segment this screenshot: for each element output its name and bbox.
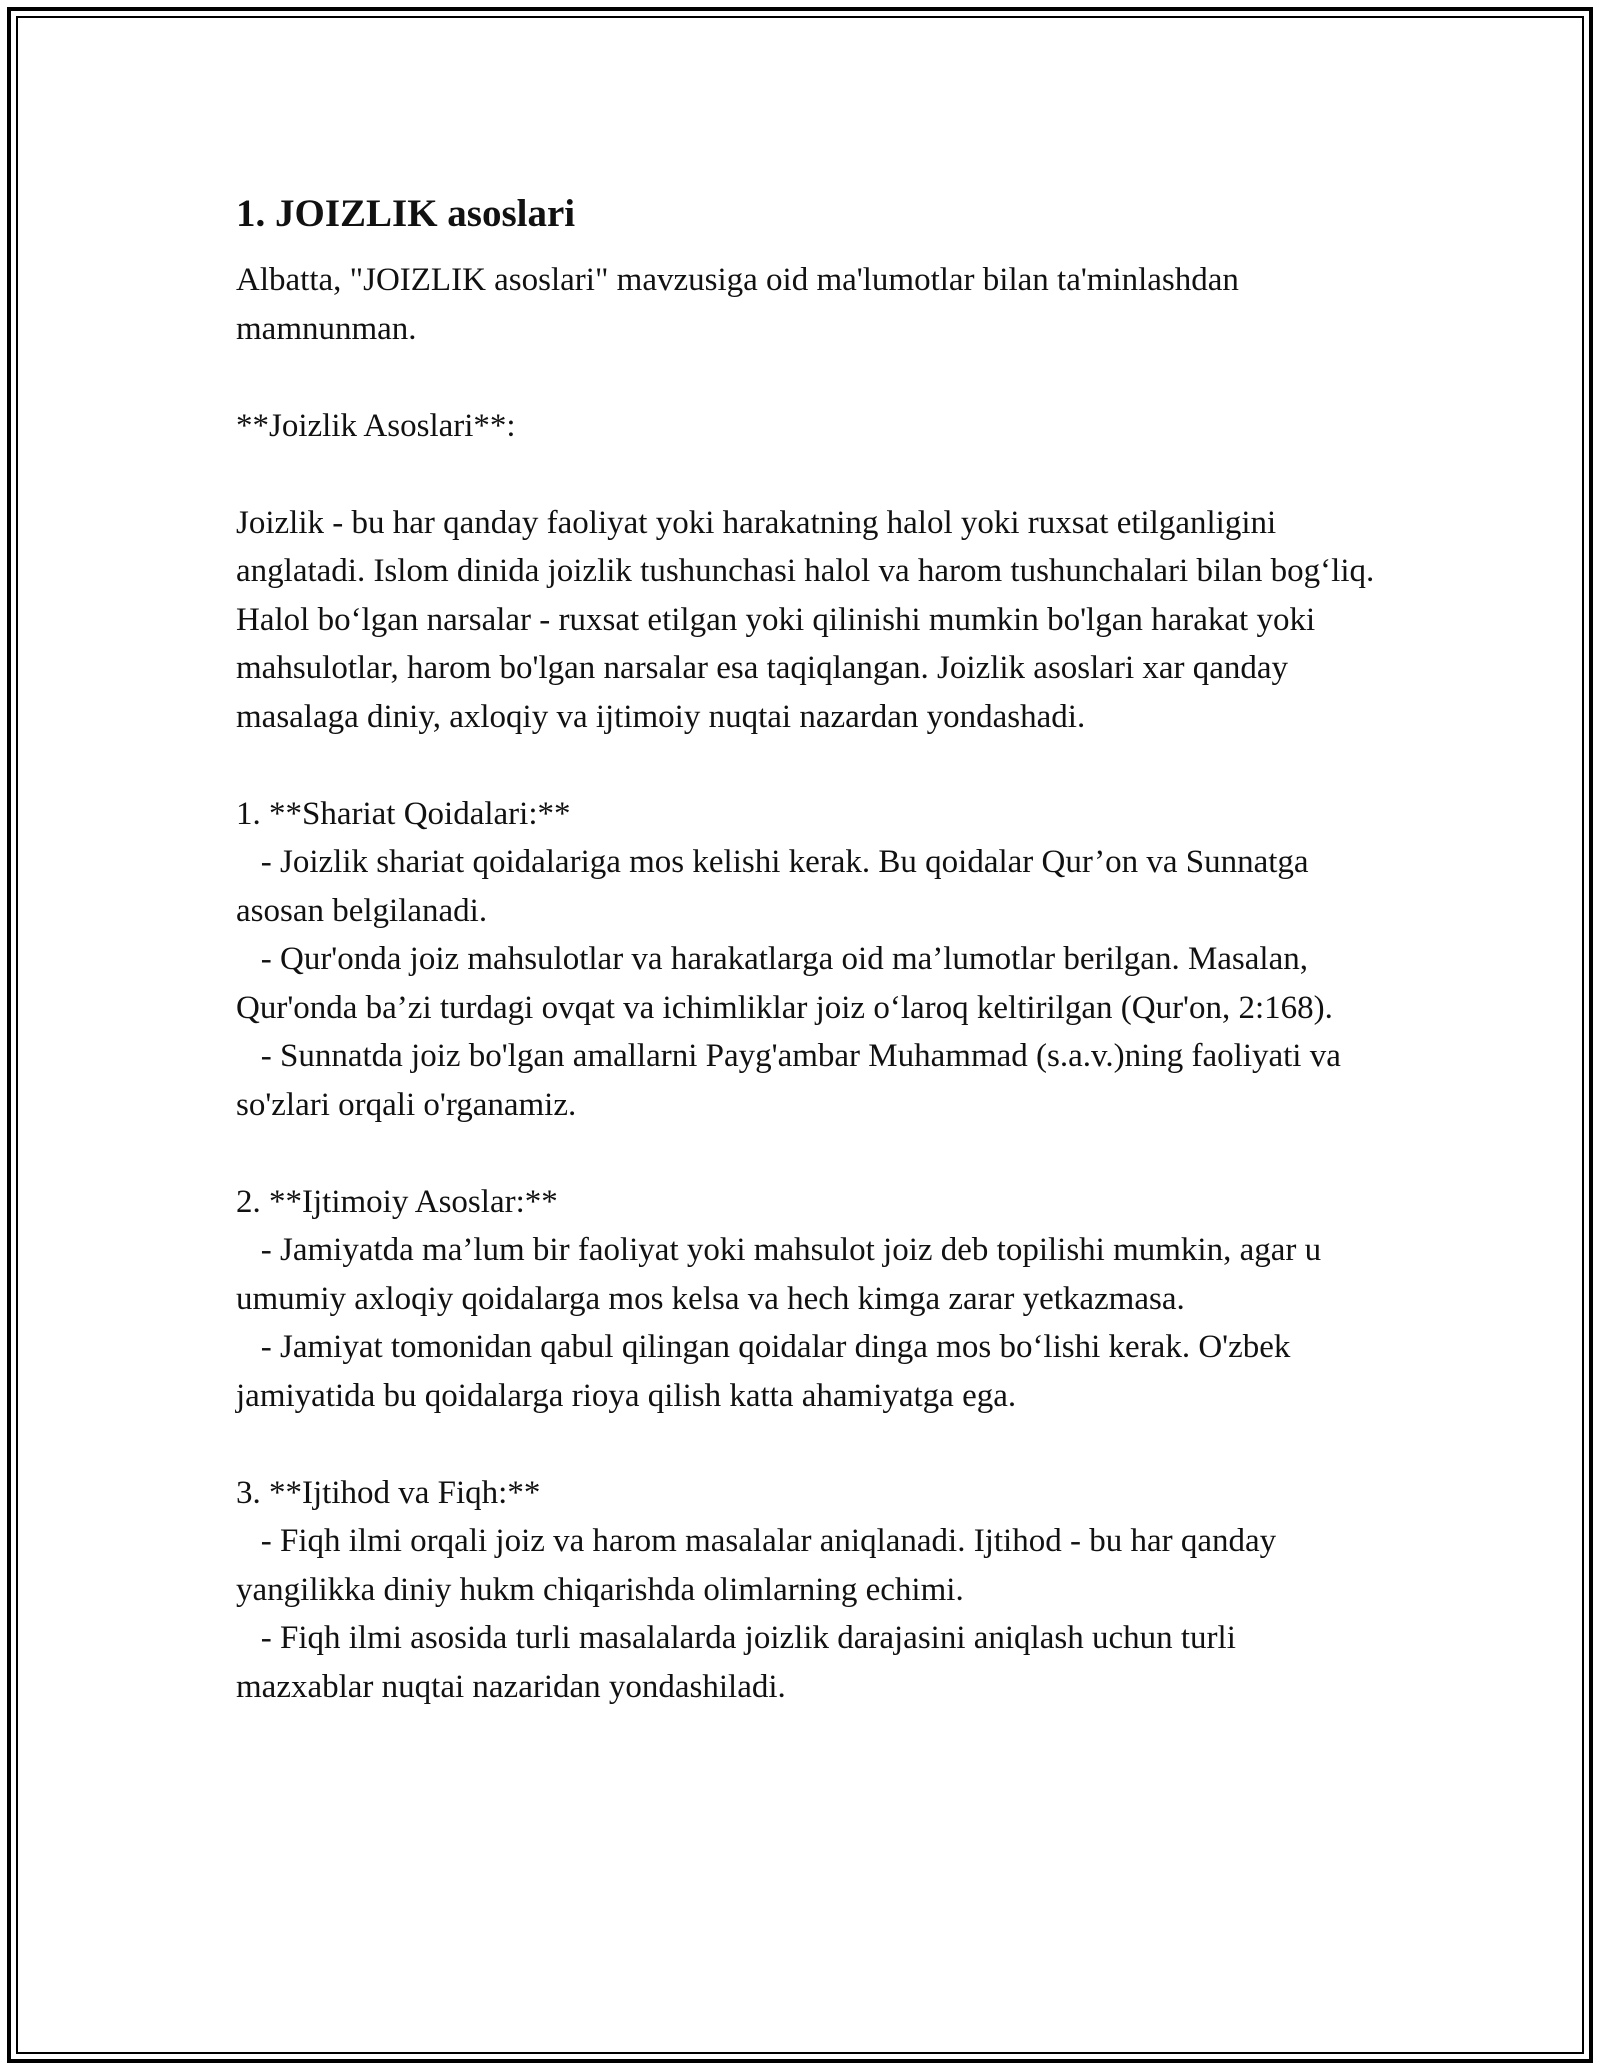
spacer: [236, 741, 1376, 790]
list-item: - Sunnatda joiz bo'lgan amallarni Payg'ambar Muhammad (s.a.v.)ning faoliyati va so'zlari orqali o'rganamiz.: [236, 1038, 1350, 1123]
subtitle: **Joizlik Asoslari**:: [236, 407, 516, 444]
spacer: [236, 450, 1376, 499]
section-ijtihod: [236, 1469, 1376, 1712]
spacer: [236, 1420, 1376, 1469]
intro-paragraph: Albatta, "JOIZLIK asoslari" mavzusiga oid ma'lumotlar bilan ta'minlashdan mamnunman.: [236, 262, 1248, 347]
document-title: 1. JOIZLIK asoslari: [236, 192, 576, 235]
spacer: [236, 353, 1376, 402]
definition-paragraph: Joizlik - bu har qanday faoliyat yoki harakatning halol yoki ruxsat etilganligini anglatadi. Islom dinida joizlik tushunchasi halol va harom tushunchalari bilan bog‘liq. Halol bo‘lgan narsalar - ruxsat etilgan yoki qilinishi mumkin bo'lgan harakat yoki mahsulotlar, harom bo'lgan narsalar esa taqiqlangan. Joizlik asoslari xar qanday masalaga diniy, axloqiy va ijtimoiy nuqtai nazardan yondashadi.: [236, 504, 1383, 735]
list-item: - Fiqh ilmi orqali joiz va harom masalalar aniqlanadi. Ijtihod - bu har qanday yangilikka diniy hukm chiqarishda olimlarning echimi.: [236, 1523, 1285, 1608]
list-item: - Joizlik shariat qoidalariga mos kelishi kerak. Bu qoidalar Qur’on va Sunnatga asosan belgilanadi.: [236, 844, 1317, 929]
list-item: - Jamiyat tomonidan qabul qilingan qoidalar dinga mos bo‘lishi kerak. O'zbek jamiyatida bu qoidalarga rioya qilish katta ahamiyatga ega.: [236, 1329, 1299, 1414]
list-item: - Fiqh ilmi asosida turli masalalarda joizlik darajasini aniqlash uchun turli mazxablar nuqtai nazaridan yondashiladi.: [236, 1620, 1245, 1705]
spacer: [236, 1129, 1376, 1178]
section-heading: 1. **Shariat Qoidalari:**: [236, 795, 571, 832]
section-shariat: [236, 790, 1376, 1130]
list-item: - Jamiyatda ma’lum bir faoliyat yoki mahsulot joiz deb topilishi mumkin, agar u umumiy axloqiy qoidalarga mos kelsa va hech kimga zarar yetkazmasa.: [236, 1232, 1330, 1317]
list-item: - Qur'onda joiz mahsulotlar va harakatlarga oid ma’lumotlar berilgan. Masalan, Qur'onda ba’zi turdagi ovqat va ichimliklar joiz o‘laroq keltirilgan (Qur'on, 2:168).: [236, 941, 1333, 1026]
section-heading: 3. **Ijtihod va Fiqh:**: [236, 1474, 541, 1511]
section-heading: 2. **Ijtimoiy Asoslar:**: [236, 1183, 558, 1220]
document-body: [236, 186, 1383, 1711]
section-ijtimoiy: [236, 1178, 1376, 1421]
